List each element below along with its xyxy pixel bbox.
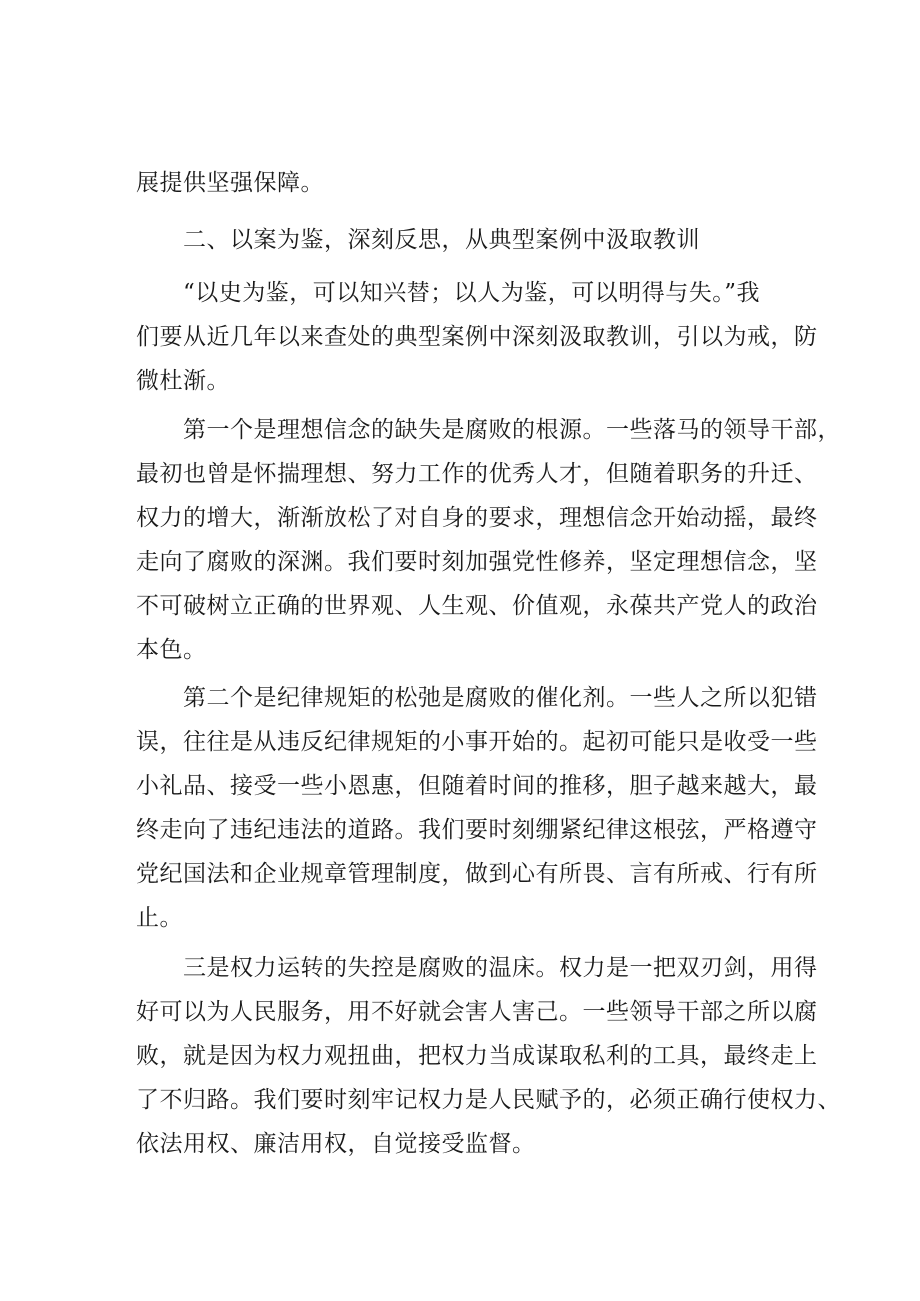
paragraph-first-line: 第二个是纪律规矩的松弛是腐败的催化剂。一些人之所以犯错 xyxy=(183,685,818,711)
quote-line: “以史为鉴，可以知兴替；以人为鉴，可以明得与失。”我 xyxy=(183,280,761,306)
section-heading: 二、以案为鉴，深刻反思，从典型案例中汲取教训 xyxy=(183,227,700,253)
text-line: 依法用权、廉洁用权，自觉接受监督。 xyxy=(136,1131,536,1157)
text-line: 好可以为人民服务，用不好就会害人害己。一些领导干部之所以腐 xyxy=(136,999,818,1025)
text-line: 终走向了违纪违法的道路。我们要时刻绷紧纪律这根弦，严格遵守 xyxy=(136,817,818,843)
text-line: 微杜渐。 xyxy=(136,368,230,394)
text-line: 了不归路。我们要时刻牢记权力是人民赋予的，必须正确行使权力、 xyxy=(136,1087,841,1113)
text-line: 最初也曾是怀揣理想、努力工作的优秀人才，但随着职务的升迁、 xyxy=(136,461,818,487)
text-line: 本色。 xyxy=(136,637,207,663)
paragraph-first-line: 第一个是理想信念的缺失是腐败的根源。一些落马的领导干部， xyxy=(183,417,841,443)
text-line: 们要从近几年以来查处的典型案例中深刻汲取教训，引以为戒，防 xyxy=(136,324,818,350)
text-line: 权力的增大，渐渐放松了对自身的要求，理想信念开始动摇，最终 xyxy=(136,505,818,531)
paragraph-first-line: 三是权力运转的失控是腐败的温床。权力是一把双刃剑，用得 xyxy=(183,955,818,981)
text-line: 止。 xyxy=(136,905,183,931)
text-line: 小礼品、接受一些小恩惠，但随着时间的推移，胆子越来越大，最 xyxy=(136,773,818,799)
text-line: 误，往往是从违反纪律规矩的小事开始的。起初可能只是收受一些 xyxy=(136,729,818,755)
text-line: 走向了腐败的深渊。我们要时刻加强党性修养，坚定理想信念，坚 xyxy=(136,549,818,575)
text-line: 败，就是因为权力观扭曲，把权力当成谋取私利的工具，最终走上 xyxy=(136,1043,818,1069)
text-line: 不可破树立正确的世界观、人生观、价值观，永葆共产党人的政治 xyxy=(136,593,818,619)
text-line: 党纪国法和企业规章管理制度，做到心有所畏、言有所戒、行有所 xyxy=(136,861,818,887)
text-line: 展提供坚强保障。 xyxy=(136,170,324,196)
